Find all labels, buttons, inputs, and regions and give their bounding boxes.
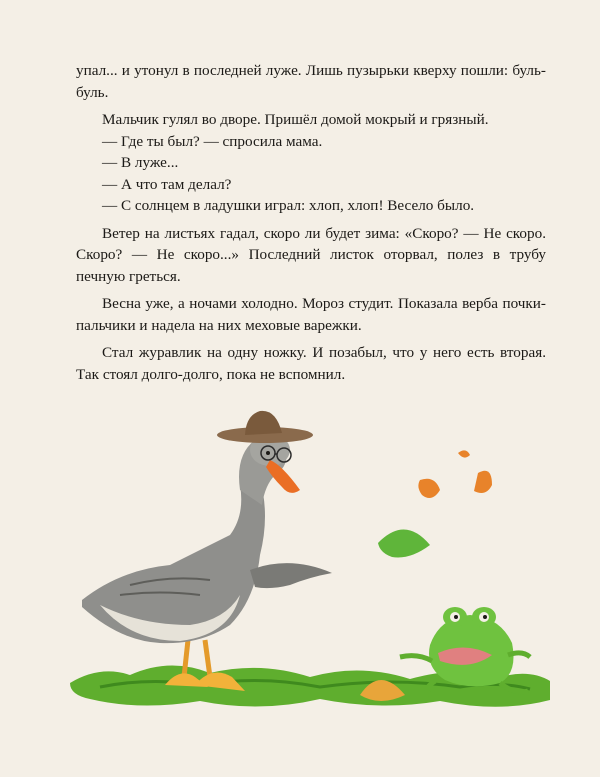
goose-and-frog-illustration <box>60 395 560 730</box>
paragraph-wind: Ветер на листьях гадал, скоро ли будет зима: «Скоро? — Не скоро. Скоро? — Не скоро...» Последний листок оторвал, полез в трубу печную греться. <box>76 224 546 285</box>
paragraph-continued: упал... и утонул в последней луже. Лишь пузырьки кверху пошли: буль-буль. <box>76 62 546 101</box>
goose <box>82 411 332 691</box>
paragraph-crane: Стал журавлик на одну ножку. И позабыл, что у него есть вторая. Так стоял долго-долго, пока не вспомнил. <box>76 344 546 383</box>
dialogue-line: — Где ты был? — спросила мама. <box>102 132 323 150</box>
paragraph-spring: Весна уже, а ночами холодно. Мороз студит. Показала верба почки-пальчики и надела на них меховые варежки. <box>76 295 546 334</box>
dialogue-line: — А что там делал? <box>102 175 232 193</box>
paragraph-boy: Мальчик гулял во дворе. Пришёл домой мокрый и грязный. <box>102 111 489 128</box>
dialogue-line: — В луже... <box>102 154 179 171</box>
story-text <box>76 60 546 391</box>
dialogue-line: — С солнцем в ладушки играл: хлоп, хлоп! Весело было. <box>102 197 475 214</box>
